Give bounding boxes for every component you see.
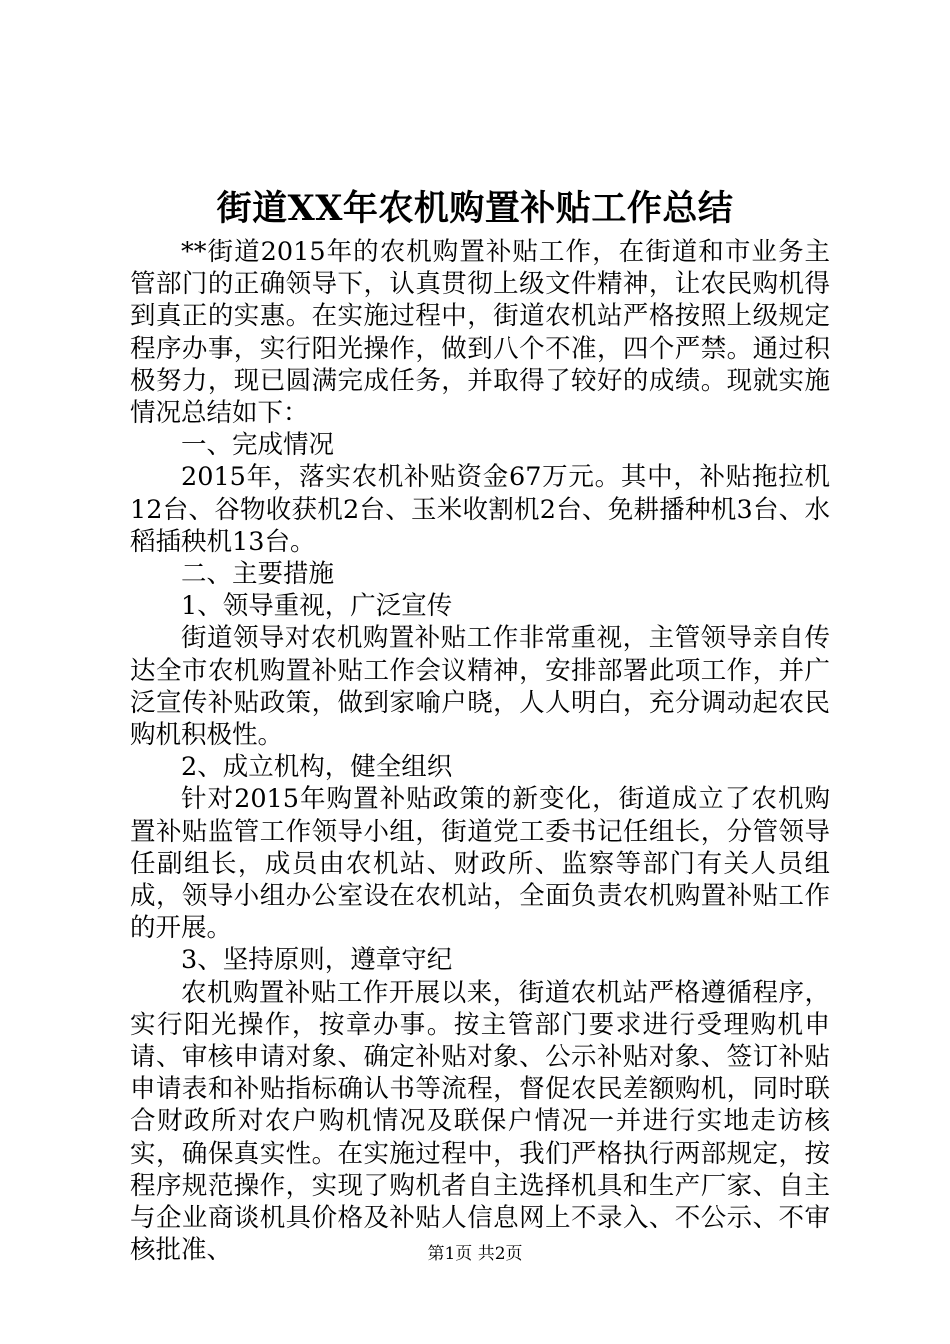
page-title: 街道XX年农机购置补贴工作总结 xyxy=(216,188,734,229)
section-heading-measures: 二、主要措施 xyxy=(181,559,335,590)
paragraph-completion: 2015年，落实农机补贴资金67万元。其中，补贴拖拉机12台、谷物收获机2台、玉米收割机2台、免耕播种机3台、水稻插秧机13台。 xyxy=(130,462,830,557)
subheading-leadership: 1、领导重视，广泛宣传 xyxy=(181,591,453,622)
paragraph-leadership: 街道领导对农机购置补贴工作非常重视，主管领导亲自传达全市农机购置补贴工作会议精神，安排部署此项工作，并广泛宣传补贴政策，做到家喻户晓，人人明白，充分调动起农民购机积极性。 xyxy=(130,623,830,751)
section-heading-completion: 一、完成情况 xyxy=(181,430,335,461)
document-body xyxy=(130,236,830,1267)
page-number-footer: 第1页 共2页 xyxy=(427,1244,523,1264)
subheading-principles: 3、坚持原则，遵章守纪 xyxy=(181,945,453,976)
paragraph-intro: **街道2015年的农机购置补贴工作，在街道和市业务主管部门的正确领导下，认真贯彻上级文件精神，让农民购机得到真正的实惠。在实施过程中，街道农机站严格按照上级规定程序办事，实行阳光操作，做到八个不准，四个严禁。通过积极努力，现已圆满完成任务，并取得了较好的成绩。现就实施情况总结如下： xyxy=(130,237,830,429)
subheading-organization: 2、成立机构，健全组织 xyxy=(181,752,453,783)
paragraph-organization: 针对2015年购置补贴政策的新变化，街道成立了农机购置补贴监管工作领导小组，街道党工委书记任组长，分管领导任副组长，成员由农机站、财政所、监察等部门有关人员组成，领导小组办公室设在农机站，全面负责农机购置补贴工作的开展。 xyxy=(130,784,830,944)
paragraph-principles: 农机购置补贴工作开展以来，街道农机站严格遵循程序，实行阳光操作，按章办事。按主管部门要求进行受理购机申请、审核申请对象、确定补贴对象、公示补贴对象、签订补贴申请表和补贴指标确认书等流程，督促农民差额购机，同时联合财政所对农户购机情况及联保户情况一并进行实地走访核实，确保真实性。在实施过程中，我们严格执行两部规定，按程序规范操作，实现了购机者自主选择机具和生产厂家、自主与企业商谈机具价格及补贴人信息网上不录入、不公示、不审核批准、 xyxy=(130,977,830,1266)
